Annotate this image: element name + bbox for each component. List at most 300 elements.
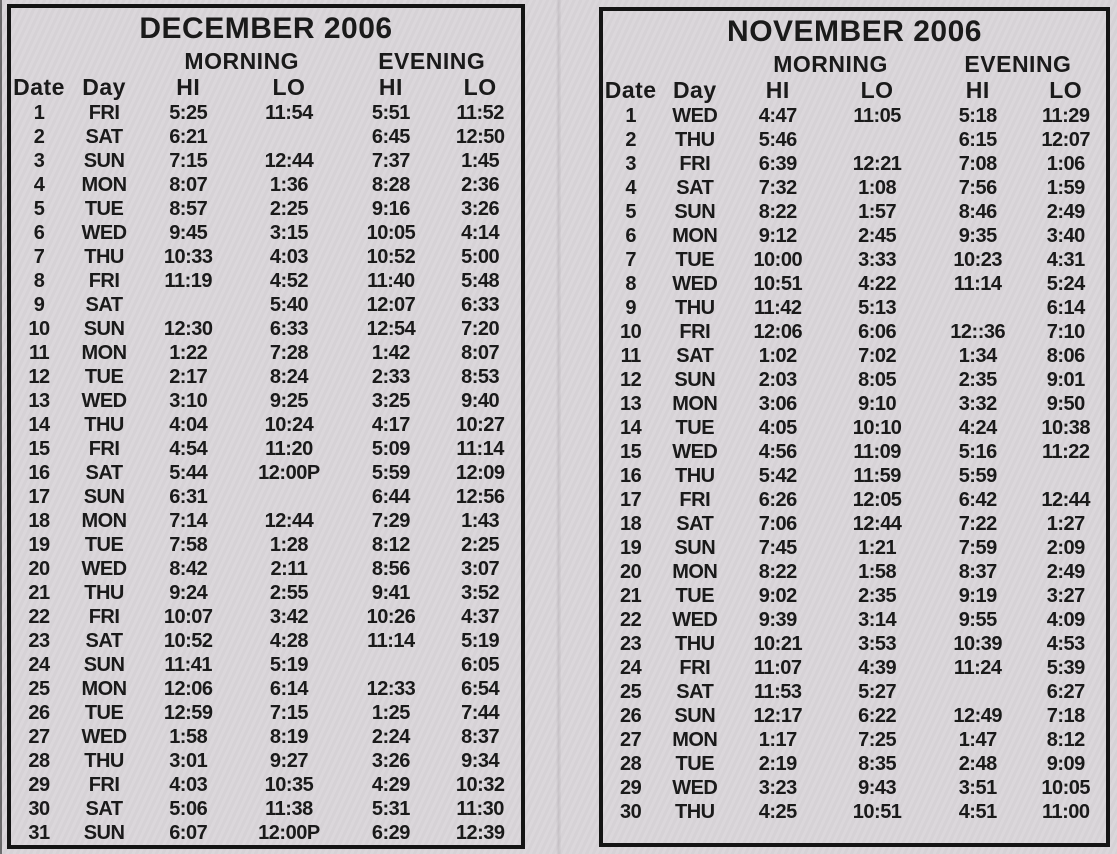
evening-hi-cell: 6:29 (371, 822, 410, 844)
col-header-date: Date (604, 76, 657, 103)
date-cell: 24 (620, 657, 642, 679)
day-cell: MON (81, 174, 127, 196)
morning-hi-cell: 4:05 (758, 417, 797, 439)
evening-lo-cell: 7:20 (461, 318, 500, 340)
evening-lo-cell: 4:14 (461, 222, 500, 244)
table-row (11, 677, 521, 701)
day-cell: THU (84, 246, 124, 268)
day-cell: MON (672, 561, 718, 583)
morning-lo-cell: 3:15 (269, 222, 308, 244)
morning-lo-cell: 5:13 (858, 297, 897, 319)
morning-hi-cell: 3:06 (758, 393, 797, 415)
morning-lo-cell: 10:24 (264, 414, 314, 436)
morning-lo-cell: 7:28 (269, 342, 308, 364)
date-cell: 15 (28, 438, 50, 460)
morning-hi-cell: 6:26 (758, 489, 797, 511)
evening-hi-cell: 7:37 (371, 150, 410, 172)
morning-hi-cell: 6:31 (169, 486, 208, 508)
morning-hi-cell: 9:02 (758, 585, 797, 607)
date-cell: 30 (28, 798, 50, 820)
table-row (11, 437, 521, 461)
evening-hi-cell: 6:44 (371, 486, 410, 508)
date-cell: 16 (620, 465, 642, 487)
table-row (603, 560, 1106, 584)
evening-lo-cell: 5:39 (1046, 657, 1085, 679)
day-cell: WED (672, 105, 718, 127)
table-row (603, 368, 1106, 392)
day-cell: THU (84, 414, 124, 436)
date-cell: 28 (28, 750, 50, 772)
table-row (603, 272, 1106, 296)
morning-lo-cell: 8:35 (858, 753, 897, 775)
morning-hi-cell: 1:58 (169, 726, 208, 748)
morning-lo-cell: 3:42 (269, 606, 308, 628)
morning-lo-cell: 4:39 (858, 657, 897, 679)
morning-lo-cell: 8:19 (269, 726, 308, 748)
morning-hi-cell: 1:02 (758, 345, 797, 367)
morning-hi-cell: 10:07 (163, 606, 213, 628)
date-cell: 12 (620, 369, 642, 391)
table-row (11, 653, 521, 677)
table-row (11, 725, 521, 749)
group-header-row (603, 51, 1106, 76)
date-cell: 30 (620, 801, 642, 823)
evening-lo-cell: 3:07 (461, 558, 500, 580)
day-cell: FRI (88, 774, 120, 796)
table-row (11, 701, 521, 725)
day-cell: SUN (674, 369, 716, 391)
date-cell: 21 (620, 585, 642, 607)
evening-lo-cell: 9:01 (1046, 369, 1085, 391)
date-cell: 14 (28, 414, 50, 436)
day-cell: MON (672, 393, 718, 415)
table-row (603, 440, 1106, 464)
evening-hi-cell: 10:52 (366, 246, 416, 268)
day-cell: FRI (679, 153, 711, 175)
evening-lo-cell: 12:09 (455, 462, 505, 484)
table-row (11, 341, 521, 365)
morning-hi-cell: 10:33 (163, 246, 213, 268)
table-row (603, 488, 1106, 512)
day-cell: THU (674, 465, 715, 487)
scan-edge (0, 0, 2, 854)
date-cell: 7 (33, 246, 45, 268)
day-cell: WED (81, 558, 127, 580)
morning-hi-cell: 8:07 (169, 174, 208, 196)
evening-hi-cell: 9:55 (958, 609, 997, 631)
morning-lo-cell: 3:33 (858, 249, 897, 271)
day-cell: THU (84, 750, 124, 772)
date-cell: 12 (28, 366, 50, 388)
date-cell: 7 (625, 249, 636, 271)
morning-lo-cell: 2:35 (858, 585, 897, 607)
morning-lo-cell: 9:10 (858, 393, 897, 415)
table-row (11, 557, 521, 581)
evening-hi-cell: 3:26 (371, 750, 410, 772)
table-row (603, 152, 1106, 176)
table-row (11, 581, 521, 605)
table-row (11, 269, 521, 293)
day-cell: MON (672, 225, 718, 247)
evening-hi-cell: 10:26 (366, 606, 416, 628)
morning-lo-cell: 4:22 (858, 273, 897, 295)
morning-hi-cell: 2:03 (758, 369, 797, 391)
morning-lo-cell: 12:00P (258, 462, 320, 484)
table-row (603, 344, 1106, 368)
day-cell: FRI (679, 321, 711, 343)
evening-hi-cell: 6:42 (958, 489, 997, 511)
morning-hi-cell: 11:42 (753, 297, 802, 319)
morning-lo-cell: 9:43 (858, 777, 897, 799)
date-cell: 25 (28, 678, 50, 700)
date-cell: 14 (620, 417, 642, 439)
evening-lo-cell: 11:22 (1041, 441, 1090, 463)
date-cell: 2 (625, 129, 636, 151)
date-cell: 16 (28, 462, 50, 484)
morning-hi-cell: 11:07 (753, 657, 802, 679)
day-cell: WED (81, 390, 127, 412)
evening-lo-cell: 4:09 (1046, 609, 1085, 631)
evening-hi-cell: 9:16 (371, 198, 410, 220)
date-cell: 29 (620, 777, 642, 799)
morning-lo-cell: 11:38 (265, 798, 313, 820)
morning-hi-cell: 9:39 (758, 609, 797, 631)
morning-lo-cell: 1:58 (858, 561, 897, 583)
november-tide-table (599, 7, 1110, 847)
date-cell: 25 (620, 681, 642, 703)
col-header-evening-lo: LO (1049, 76, 1083, 103)
table-row (603, 776, 1106, 800)
evening-lo-cell: 8:06 (1046, 345, 1085, 367)
table-row (603, 248, 1106, 272)
evening-lo-cell: 6:27 (1046, 681, 1085, 703)
evening-hi-cell: 12::36 (950, 321, 1006, 343)
evening-hi-cell: 5:59 (371, 462, 410, 484)
date-cell: 17 (620, 489, 642, 511)
col-header-day: Day (672, 76, 717, 103)
table-row (603, 704, 1106, 728)
evening-lo-cell: 11:52 (456, 102, 504, 124)
morning-lo-cell: 4:03 (269, 246, 308, 268)
day-cell: FRI (88, 438, 120, 460)
morning-hi-cell: 5:42 (758, 465, 797, 487)
table-row (603, 176, 1106, 200)
date-cell: 4 (33, 174, 45, 196)
morning-hi-cell: 11:41 (164, 654, 212, 676)
evening-lo-cell: 3:40 (1046, 225, 1085, 247)
morning-hi-cell: 4:56 (758, 441, 797, 463)
evening-lo-cell: 12:39 (455, 822, 505, 844)
date-cell: 11 (620, 345, 641, 367)
day-cell: SAT (676, 513, 714, 535)
date-cell: 13 (620, 393, 642, 415)
day-cell: FRI (88, 102, 120, 124)
morning-hi-cell: 10:00 (753, 249, 803, 271)
evening-lo-cell: 10:32 (455, 774, 505, 796)
date-cell: 23 (28, 630, 50, 652)
morning-hi-cell: 9:45 (169, 222, 208, 244)
table-row (603, 416, 1106, 440)
evening-lo-cell: 8:07 (461, 342, 500, 364)
day-cell: WED (672, 609, 718, 631)
morning-hi-cell: 4:54 (169, 438, 208, 460)
date-cell: 9 (33, 294, 45, 316)
day-cell: TUE (84, 366, 124, 388)
day-cell: TUE (675, 585, 715, 607)
evening-hi-cell: 2:33 (371, 366, 410, 388)
morning-lo-cell: 2:25 (269, 198, 308, 220)
day-cell: SUN (83, 822, 125, 844)
date-cell: 1 (33, 102, 45, 124)
day-cell: SUN (674, 537, 716, 559)
evening-lo-cell: 8:12 (1046, 729, 1085, 751)
table-row (603, 752, 1106, 776)
day-cell: MON (672, 729, 718, 751)
table-row (11, 149, 521, 173)
evening-lo-cell: 5:24 (1046, 273, 1085, 295)
evening-hi-cell: 11:40 (367, 270, 415, 292)
morning-lo-cell: 10:51 (852, 801, 902, 823)
table-row (11, 317, 521, 341)
evening-lo-cell: 9:40 (461, 390, 500, 412)
morning-hi-cell: 4:03 (169, 774, 208, 796)
morning-hi-cell: 7:06 (758, 513, 797, 535)
evening-lo-cell: 2:36 (461, 174, 500, 196)
morning-hi-cell: 5:46 (758, 129, 797, 151)
morning-lo-cell: 5:27 (858, 681, 897, 703)
evening-lo-cell: 12:56 (455, 486, 505, 508)
col-header-date: Date (13, 73, 65, 100)
evening-lo-cell: 1:43 (461, 510, 500, 532)
evening-hi-cell: 8:46 (958, 201, 997, 223)
day-cell: SAT (85, 294, 123, 316)
morning-lo-cell: 12:21 (852, 153, 902, 175)
morning-hi-cell: 7:32 (758, 177, 797, 199)
evening-lo-cell: 1:06 (1046, 153, 1085, 175)
date-cell: 10 (620, 321, 642, 343)
date-cell: 19 (28, 534, 50, 556)
morning-lo-cell: 7:02 (858, 345, 897, 367)
morning-hi-cell: 3:23 (758, 777, 797, 799)
evening-lo-cell: 4:37 (461, 606, 500, 628)
evening-hi-cell: 6:45 (371, 126, 410, 148)
morning-hi-cell: 12:06 (753, 321, 803, 343)
evening-hi-cell: 9:35 (958, 225, 997, 247)
morning-hi-cell: 6:39 (758, 153, 797, 175)
morning-lo-cell: 6:22 (858, 705, 897, 727)
date-cell: 5 (625, 201, 636, 223)
day-cell: THU (674, 801, 715, 823)
day-cell: FRI (679, 657, 711, 679)
morning-lo-cell: 11:20 (265, 438, 313, 460)
table-row (603, 608, 1106, 632)
date-cell: 9 (625, 297, 636, 319)
evening-hi-cell: 11:14 (953, 273, 1002, 295)
morning-hi-cell: 4:04 (169, 414, 208, 436)
morning-hi-cell: 6:21 (169, 126, 208, 148)
date-cell: 27 (28, 726, 50, 748)
day-cell: MON (81, 510, 127, 532)
day-cell: WED (81, 222, 127, 244)
table-row (603, 392, 1106, 416)
col-header-morning-lo: LO (272, 73, 306, 100)
evening-hi-cell: 2:35 (958, 369, 997, 391)
col-header-evening-hi: HI (378, 73, 403, 100)
morning-lo-cell: 10:35 (264, 774, 314, 796)
paper-crease (556, 0, 561, 854)
evening-lo-cell: 6:33 (461, 294, 500, 316)
morning-group-header: MORNING (184, 48, 300, 74)
morning-hi-cell: 4:47 (758, 105, 797, 127)
date-cell: 5 (33, 198, 45, 220)
table-row (603, 656, 1106, 680)
evening-lo-cell: 12:44 (1041, 489, 1091, 511)
morning-hi-cell: 11:19 (164, 270, 212, 292)
day-cell: WED (672, 441, 718, 463)
table-row (11, 389, 521, 413)
morning-hi-cell: 5:44 (169, 462, 208, 484)
evening-hi-cell: 1:42 (371, 342, 410, 364)
evening-lo-cell: 4:31 (1046, 249, 1085, 271)
table-row (11, 773, 521, 797)
evening-lo-cell: 11:00 (1041, 801, 1090, 823)
day-cell: MON (81, 678, 127, 700)
morning-lo-cell: 6:33 (269, 318, 308, 340)
morning-hi-cell: 10:21 (753, 633, 803, 655)
morning-lo-cell: 12:05 (852, 489, 902, 511)
col-header-morning-hi: HI (765, 76, 790, 103)
day-cell: WED (672, 273, 718, 295)
morning-lo-cell: 2:55 (269, 582, 308, 604)
evening-hi-cell: 1:25 (371, 702, 410, 724)
table-row (11, 605, 521, 629)
morning-hi-cell: 8:22 (758, 201, 797, 223)
table-row (603, 104, 1106, 128)
morning-hi-cell: 12:59 (163, 702, 213, 724)
morning-lo-cell: 8:05 (858, 369, 897, 391)
morning-lo-cell: 10:10 (852, 417, 902, 439)
day-cell: TUE (84, 702, 124, 724)
evening-lo-cell: 6:05 (461, 654, 500, 676)
morning-hi-cell: 3:01 (169, 750, 208, 772)
morning-group-header: MORNING (773, 51, 888, 77)
morning-hi-cell: 12:17 (753, 705, 803, 727)
group-header-row (11, 48, 521, 73)
morning-lo-cell: 12:44 (264, 510, 314, 532)
table-row (11, 461, 521, 485)
date-cell: 6 (33, 222, 45, 244)
evening-lo-cell: 5:19 (461, 630, 500, 652)
day-cell: SUN (83, 654, 125, 676)
column-header-row (603, 76, 1106, 104)
day-cell: SAT (676, 345, 714, 367)
day-cell: FRI (679, 489, 711, 511)
table-row (603, 680, 1106, 704)
evening-lo-cell: 10:05 (1041, 777, 1091, 799)
day-cell: SAT (676, 681, 714, 703)
date-cell: 26 (28, 702, 50, 724)
morning-lo-cell: 12:44 (264, 150, 314, 172)
morning-lo-cell: 3:14 (858, 609, 897, 631)
evening-lo-cell: 4:53 (1046, 633, 1085, 655)
evening-lo-cell: 2:49 (1046, 201, 1085, 223)
date-cell: 28 (620, 753, 642, 775)
day-cell: TUE (84, 198, 124, 220)
morning-lo-cell: 2:11 (270, 558, 308, 580)
morning-hi-cell: 8:42 (169, 558, 208, 580)
morning-lo-cell: 1:28 (269, 534, 308, 556)
evening-lo-cell: 7:10 (1046, 321, 1085, 343)
table-row (603, 512, 1106, 536)
evening-hi-cell: 12:54 (366, 318, 416, 340)
date-cell: 20 (620, 561, 642, 583)
morning-hi-cell: 4:25 (758, 801, 797, 823)
evening-lo-cell: 9:34 (461, 750, 500, 772)
day-cell: SAT (85, 630, 123, 652)
morning-hi-cell: 2:17 (169, 366, 208, 388)
date-cell: 8 (33, 270, 45, 292)
evening-hi-cell: 3:51 (958, 777, 997, 799)
date-cell: 17 (28, 486, 50, 508)
evening-lo-cell: 11:14 (456, 438, 504, 460)
table-row (11, 749, 521, 773)
date-cell: 27 (620, 729, 642, 751)
evening-lo-cell: 8:37 (461, 726, 500, 748)
morning-lo-cell: 9:25 (269, 390, 308, 412)
date-cell: 20 (28, 558, 50, 580)
evening-hi-cell: 2:48 (958, 753, 997, 775)
day-cell: THU (84, 582, 124, 604)
table-row (603, 464, 1106, 488)
table-title-december: DECEMBER 2006 (139, 12, 393, 45)
morning-hi-cell: 2:19 (758, 753, 797, 775)
table-row (11, 413, 521, 437)
evening-hi-cell: 4:29 (371, 774, 410, 796)
date-cell: 31 (28, 822, 50, 844)
table-row (603, 584, 1106, 608)
table-row (603, 728, 1106, 752)
evening-lo-cell: 5:00 (461, 246, 500, 268)
november-table-body (603, 104, 1106, 824)
table-row (603, 536, 1106, 560)
evening-lo-cell: 11:30 (456, 798, 504, 820)
evening-lo-cell: 6:54 (461, 678, 500, 700)
date-cell: 22 (620, 609, 642, 631)
morning-lo-cell: 1:36 (269, 174, 308, 196)
table-row (11, 797, 521, 821)
table-row (603, 296, 1106, 320)
evening-hi-cell: 3:32 (958, 393, 997, 415)
date-cell: 29 (28, 774, 50, 796)
evening-hi-cell: 7:22 (958, 513, 997, 535)
day-cell: THU (674, 297, 715, 319)
morning-lo-cell: 6:06 (858, 321, 897, 343)
morning-lo-cell: 11:09 (853, 441, 901, 463)
day-cell: SUN (674, 201, 716, 223)
day-cell: SUN (83, 150, 125, 172)
date-cell: 15 (620, 441, 642, 463)
morning-lo-cell: 3:53 (858, 633, 897, 655)
evening-lo-cell: 3:27 (1046, 585, 1085, 607)
morning-hi-cell: 9:24 (169, 582, 208, 604)
table-row (603, 128, 1106, 152)
evening-lo-cell: 12:50 (455, 126, 505, 148)
morning-hi-cell: 12:30 (163, 318, 213, 340)
morning-hi-cell: 7:58 (169, 534, 208, 556)
morning-hi-cell: 11:53 (753, 681, 802, 703)
morning-hi-cell: 10:51 (753, 273, 803, 295)
morning-lo-cell: 11:59 (853, 465, 901, 487)
